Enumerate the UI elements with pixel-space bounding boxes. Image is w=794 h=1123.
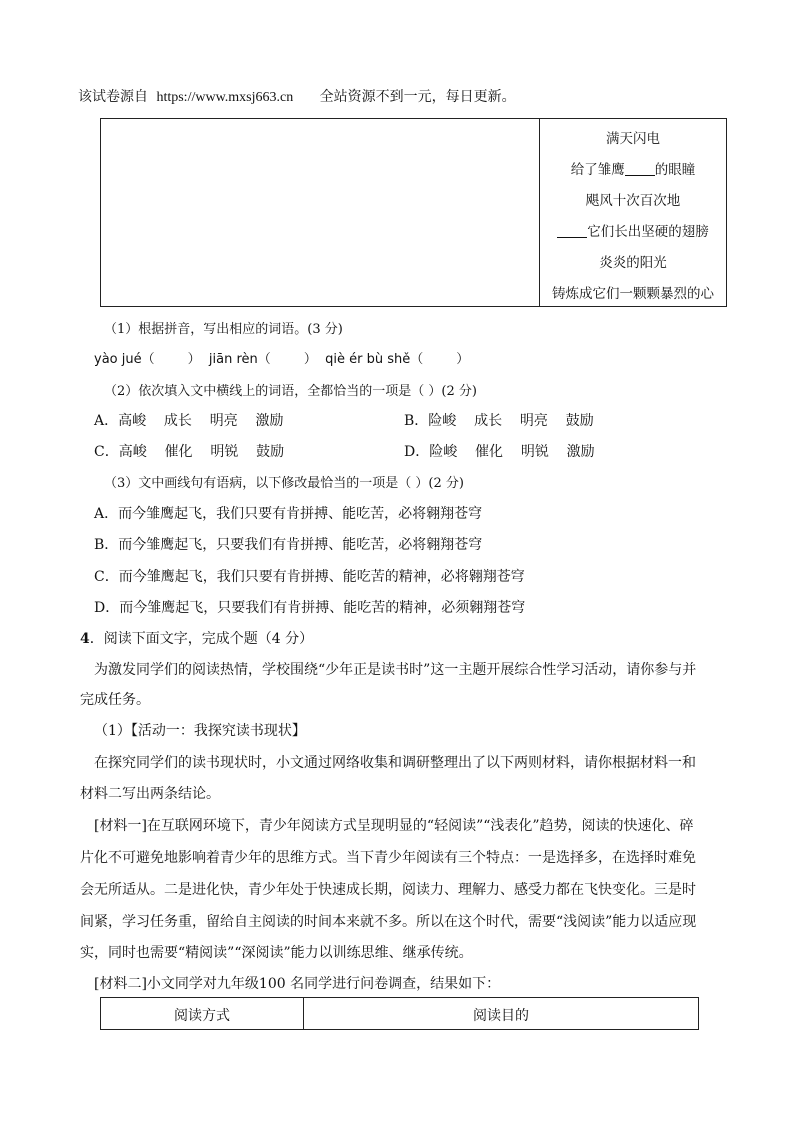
- material-1-line-3: 会无所适从。二是进化快，青少年处于快速成长期，阅读力、理解力、感受力都在飞快变化。三是时: [80, 882, 696, 898]
- material-1-line-2: 片化不可避免地影响着青少年的思维方式。当下青少年阅读有三个特点：一是选择多，在选择时难免: [80, 850, 696, 866]
- fill-blank-1: [625, 161, 655, 176]
- poem-line-2: [540, 158, 726, 178]
- poem-line-3: 飓风十次百次地: [585, 193, 681, 209]
- poem-line-2-start: 给了雏鹰: [570, 162, 625, 178]
- source-suffix: 全站资源不到一元，每日更新。: [319, 89, 516, 105]
- q3-option-b[interactable]: B．而今雏鹰起飞，只要我们有肯拼搏、能吃苦，必将翱翔苍穹: [94, 537, 483, 553]
- material-2-intro: [材料二]小文同学对九年级100 名同学进行问卷调查，结果如下：: [94, 976, 501, 992]
- q1-pinyin: yào jué（ ） jiān rèn（ ） qiè ér bù shě（ ）: [94, 352, 470, 367]
- survey-col-method: 阅读方式: [174, 1008, 230, 1024]
- poem-cell: [540, 119, 726, 306]
- poem-line-5: 炎炎的阳光: [599, 255, 667, 271]
- source-url[interactable]: https://www.mxsj663.cn: [156, 90, 294, 105]
- poem-line-2-end: 的眼瞳: [654, 162, 696, 178]
- q4-desc-line-1: 在探究同学们的读书现状时，小文通过网络收集和调研整理出了以下两则材料，请你根据材料一和: [94, 755, 696, 771]
- source-line: [78, 86, 516, 106]
- q4-number: 4: [80, 631, 90, 647]
- q4-heading: [80, 628, 313, 648]
- poem-line-6: 铸炼成它们一颗颗暴烈的心: [552, 286, 714, 302]
- material-1-line-1: [材料一]在互联网环境下，青少年阅读方式呈现明显的“轻阅读”“浅表化”趋势，阅读的快速化、碎: [94, 818, 694, 834]
- survey-table: [100, 997, 699, 1030]
- q3-title: （3）文中画线句有语病，以下修改最恰当的一项是（ ）(2 分): [104, 476, 464, 491]
- poem-table: [100, 118, 727, 307]
- poem-line-1: 满天闪电: [606, 131, 660, 147]
- source-prefix: 该试卷源自: [78, 89, 148, 105]
- material-1-line-4: 间紧，学习任务重，留给自主阅读的时间本来就不多。所以在这个时代，需要“浅阅读”能力以适应现: [80, 914, 697, 930]
- fill-blank-2: [557, 223, 587, 238]
- q4-activity-title: （1）【活动一：我探究读书现状】: [94, 723, 306, 739]
- q4-intro-line-1: 为激发同学们的阅读热情，学校围绕“少年正是读书时”这一主题开展综合性学习活动，请你参与并: [94, 662, 697, 678]
- poem-line-4-text: 它们长出坚硬的翅膀: [587, 224, 709, 240]
- q4-desc-line-2: 材料二写出两条结论。: [80, 786, 220, 802]
- q2-option-d[interactable]: D．险峻 催化 明锐 激励: [404, 444, 595, 460]
- q2-option-c[interactable]: C．高峻 催化 明锐 鼓励: [94, 444, 285, 460]
- q4-intro-line-2: 完成任务。: [80, 692, 150, 708]
- q2-option-a[interactable]: A．高峻 成长 明亮 激励: [94, 413, 284, 429]
- q3-option-c[interactable]: C．而今雏鹰起飞，我们只要有肯拼搏、能吃苦的精神，必将翱翔苍穹: [94, 569, 525, 585]
- q3-option-d[interactable]: D．而今雏鹰起飞，只要我们有肯拼搏、能吃苦的精神，必须翱翔苍穹: [94, 600, 526, 616]
- poem-line-4: [540, 220, 726, 240]
- q4-title: ．阅读下面文字，完成个题（4 分）: [89, 631, 314, 647]
- q3-option-a[interactable]: A．而今雏鹰起飞，我们只要有肯拼搏、能吃苦，必将翱翔苍穹: [94, 506, 483, 522]
- q2-option-b[interactable]: B．险峻 成长 明亮 鼓励: [404, 413, 594, 429]
- q2-title: （2）依次填入文中横线上的词语，全都恰当的一项是（ ）(2 分): [104, 384, 477, 399]
- survey-col-purpose: 阅读目的: [473, 1008, 529, 1024]
- q1-title: （1）根据拼音，写出相应的词语。(3 分): [104, 322, 343, 337]
- material-1-line-5: 实，同时也需要“精阅读”“深阅读”能力以训练思维、继承传统。: [80, 945, 473, 961]
